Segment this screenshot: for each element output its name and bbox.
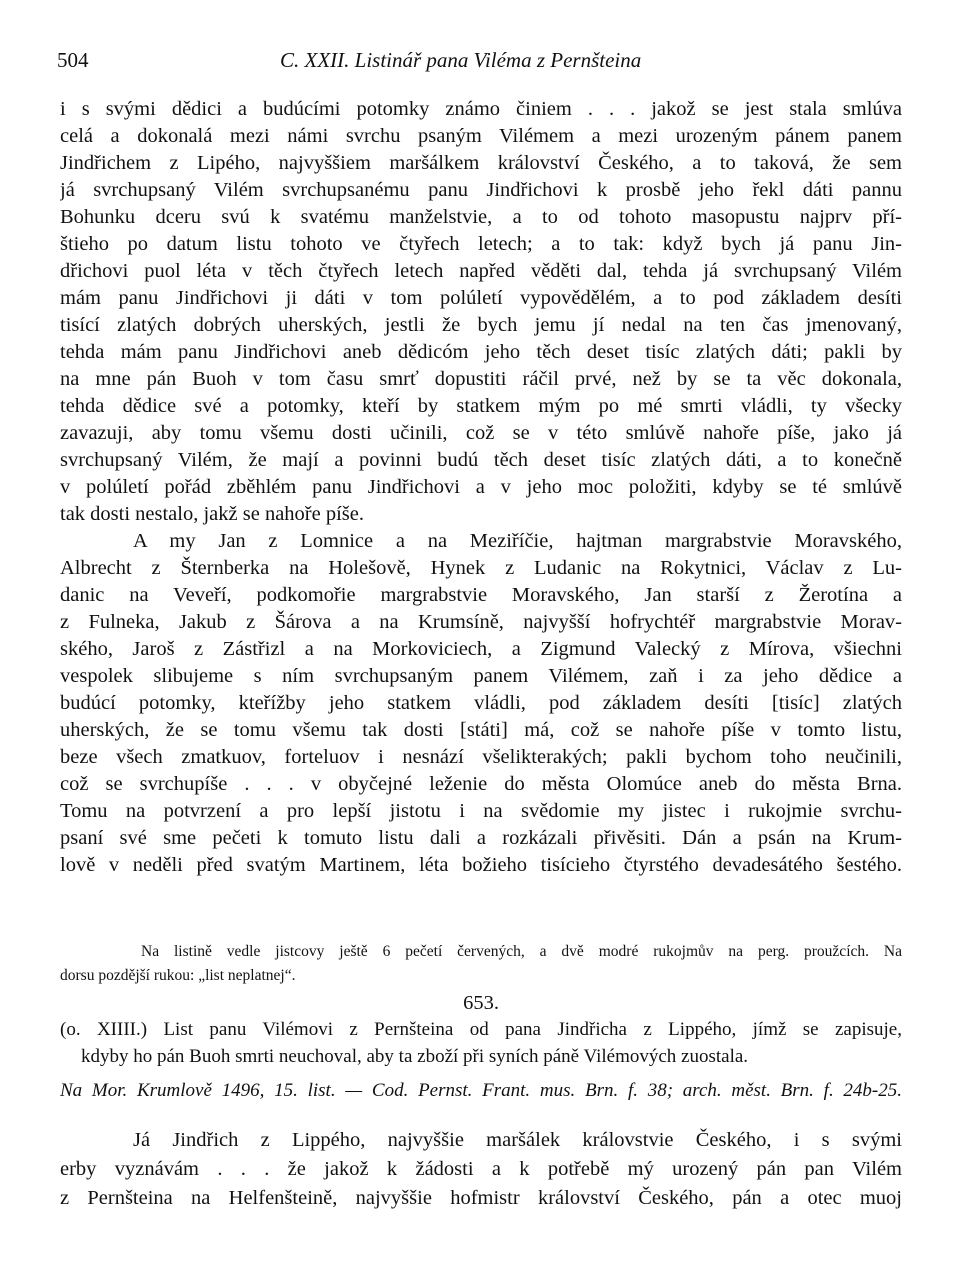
text-line: lově v neděli před svatým Martinem, léta božieho tisícieho čtyrstého devadesátého šestého.	[60, 854, 902, 876]
text-line: z Pernšteina na Helfenšteině, najvyššie hofmistr království Českého, pán a otec muoj	[60, 1187, 902, 1209]
text-line: i s svými dědici a budúcími potomky známo činiem . . . jakož se jest stala smlúva	[60, 98, 902, 120]
note-line: Na listině vedle jistcovy ještě 6 pečetí červených, a dvě modré rukojmův na perg. proužcích. Na	[141, 943, 902, 960]
editorial-note	[60, 940, 902, 988]
paragraph-start-line: A my Jan z Lomnice a na Meziříčie, hajtman margrabstvie Moravského,	[133, 530, 902, 552]
book-page	[57, 0, 902, 1280]
text-line: budúcí potomky, kteřížby jeho statkem vládli, pod základem desíti [tisíc] zlatých	[60, 692, 902, 714]
text-line: Albrecht z Šternberka na Holešově, Hynek z Ludanic na Rokytnici, Václav z Lu-	[60, 557, 902, 579]
text-line: svrchupsaný Vilém, že mají a povinni budú těch deset tisíc zlatých dáti, a to konečně	[60, 449, 902, 471]
text-line: což se svrchupíše . . . v obyčejné leženie do města Olomúce aneb do města Brna.	[60, 773, 902, 795]
text-line: celá a dokonalá mezi námi svrchu psaným Vilémem a mezi urozeným pánem panem	[60, 125, 902, 147]
main-text	[60, 96, 902, 879]
text-line: mám panu Jindřichovi ji dáti v tom polúletí vypovědělém, a to pod základem desíti	[60, 287, 902, 309]
text-line: štieho po datum listu tohoto ve čtyřech letech; a to tak: když bych já panu Jin-	[60, 233, 902, 255]
text-line: vespolek slibujeme s ním svrchupsaným panem Vilémem, zaň i za jeho dědice a	[60, 665, 902, 687]
note-line: dorsu pozdější rukou: „list neplatnej“.	[60, 967, 296, 984]
text-line: tehda mám panu Jindřichovi aneb dědicóm jeho těch deset tisíc zlatých dáti; pakli by	[60, 341, 902, 363]
text-line: zavazuji, aby tomu všemu dosti učinili, což se v této smlúvě nahoře píše, jako já	[60, 422, 902, 444]
text-line: ského, Jaroš z Zástřizl a na Morkoviciech, a Zigmund Valecký z Mírova, všiechni	[60, 638, 902, 660]
text-line: já svrchupsaný Vilém svrchupsanému panu Jindřichovi k prosbě jeho řekl dáti pannu	[60, 179, 902, 201]
text-line: Bohunku dceru svú k svatému manželstvie, a to od tohoto masopustu najprv pří-	[60, 206, 902, 228]
text-line: Jindřichem z Lipého, najvyššiem maršálkem království Českého, a to taková, že sem	[60, 152, 902, 174]
source-line: Na Mor. Krumlově 1496, 15. list. — Cod. Pernst. Frant. mus. Brn. f. 38; arch. měst. Brn. f. 24b-25.	[60, 1080, 902, 1101]
text-line: Tomu na potvrzení a pro lepší jistotu i na svědomie my jistec i rukojmie svrchu-	[60, 800, 902, 822]
document-regest	[60, 1016, 902, 1070]
text-line: tehda dědice své a potomky, kteří by statkem mým po mé smrti vládli, ty všecky	[60, 395, 902, 417]
regest-line: (o. XIIII.) List panu Vilémovi z Pernšteina od pana Jindřicha z Lippého, jímž se zapisuje,	[60, 1019, 902, 1040]
page-number: 504	[57, 48, 89, 72]
paragraph-start-line: Já Jindřich z Lippého, najvyššie maršálek královstvie Českého, i s svými	[133, 1129, 902, 1151]
text-line: danic na Veveří, podkomořie margrabstvie Moravského, Jan starší z Žerotína a	[60, 584, 902, 606]
document-text	[60, 1126, 902, 1213]
source-citation	[60, 1077, 902, 1104]
text-line: psaní své sme pečeti k tomuto listu dali a rozkázali přivěsiti. Dán a psán na Krum-	[60, 827, 902, 849]
text-line: tisící zlatých dobrých uherských, jestli že bych jemu jí nedal na ten čas jmenovaný,	[60, 314, 902, 336]
text-line: beze všech zmatkuov, forteluov i nesnází všelikterakých; pakli bychom toho neučinili,	[60, 746, 902, 768]
running-head	[57, 48, 902, 78]
text-line: z Fulneka, Jakub z Šárova a na Krumsíně, najvyšší hofrychtéř margrabstvie Morav-	[60, 611, 902, 633]
text-line: na mne pán Buoh v tom času smrť dopustiti ráčil prvé, než by se ta věc dokonala,	[60, 368, 902, 390]
running-title: C. XXII. Listinář pana Viléma z Pernšteina	[280, 48, 642, 72]
text-line: uherských, že se tomu všemu tak dosti [státi] má, což se nahoře píše v tomto listu,	[60, 719, 902, 741]
regest-line: kdyby ho pán Buoh smrti neuchoval, aby ta zboží při syních páně Vilémových zuostala.	[81, 1046, 749, 1067]
paragraph-end-line: tak dosti nestalo, jakž se nahoře píše.	[60, 503, 364, 525]
text-line: dřichovi puol léta v těch čtyřech letech napřed věděti dal, tehda já svrchupsaný Vilém	[60, 260, 902, 282]
text-line: v polúletí pořád zběhlém panu Jindřichovi a v jeho moc položiti, kdyby se té smlúvě	[60, 476, 902, 498]
text-line: erby vyznávám . . . že jakož k žádosti a k potřebě mý urozený pán pan Vilém	[60, 1158, 902, 1180]
document-number: 653.	[463, 992, 499, 1014]
